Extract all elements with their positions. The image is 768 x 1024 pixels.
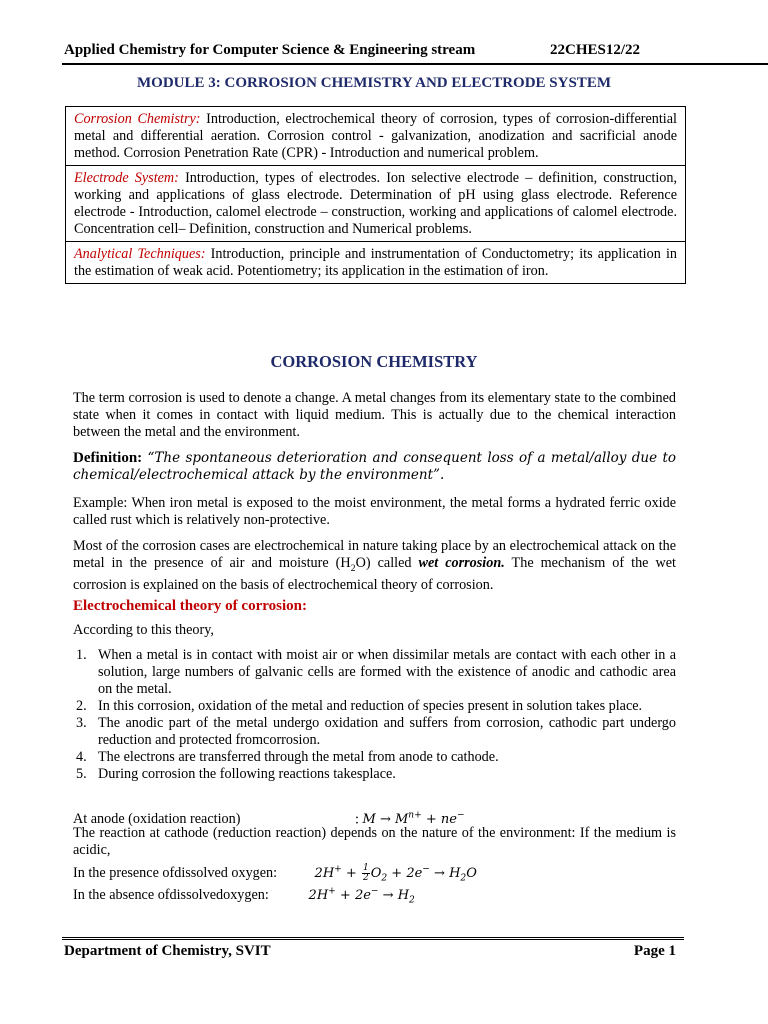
footer-page-number: Page 1 — [633, 943, 676, 959]
list-item — [73, 647, 676, 698]
oxygen-absent-equation: $2H^+ + 2e^- \to H_2$ — [308, 887, 415, 906]
list-text: In this corrosion, oxidation of the metal and reduction of species present in solution takes place. — [98, 698, 643, 714]
list-number: 5. — [76, 766, 87, 782]
syllabus-heading: Analytical Techniques: — [74, 246, 206, 262]
syllabus-text: Introduction, electrochemical theory of corrosion, types of corrosion-differential metal and differential aeration. Corrosion control - galvanization, anodization and sacrificial anode method. Corrosion Penetration Rate (CPR) - Introduction and numerical problem. — [74, 111, 677, 161]
wet-text-middle: O) called — [355, 555, 419, 571]
wet-corrosion-paragraph — [73, 538, 676, 594]
header-title: Applied Chemistry for Computer Science & Engineering stream — [64, 42, 476, 58]
list-text: During corrosion the following reactions takesplace. — [98, 766, 396, 782]
list-item — [73, 749, 676, 766]
list-item — [73, 766, 676, 783]
definition-paragraph — [73, 450, 676, 484]
header-course-code: 22CHES12/22 — [549, 42, 640, 58]
syllabus-row-electrode — [66, 165, 685, 241]
list-text: The electrons are transferred through the metal from anode to cathode. — [98, 749, 499, 765]
syllabus-heading: Corrosion Chemistry: — [74, 111, 201, 127]
oxygen-present-label: In the presence ofdissolved oxygen: — [73, 865, 278, 882]
list-text: The anodic part of the metal undergo oxidation and suffers from corrosion, cathodic part undergo reduction and protected fromcorrosion. — [98, 715, 676, 748]
anode-colon: : — [355, 811, 359, 828]
syllabus-box — [65, 106, 686, 284]
syllabus-row-analytical — [66, 241, 685, 283]
example-paragraph: Example: When iron metal is exposed to the moist environment, the metal forms a hydrated ferric oxide called rust which is relatively non-protective. — [73, 495, 676, 528]
list-number: 3. — [76, 715, 87, 731]
list-item — [73, 698, 676, 715]
header-rule — [62, 63, 768, 65]
wet-text-end: The mechanism of the wet corrosion is explained on the basis of electrochemical theory of corrosion. — [73, 555, 676, 593]
page-footer — [64, 943, 676, 960]
oxygen-absent-label: In the absence ofdissolvedoxygen: — [73, 887, 269, 904]
wet-corrosion-term: wet corrosion. — [418, 555, 505, 571]
oxygen-present-equation: 2H+ + $\frac{1}{2}$ $O_2 + 2e^- \to H_2O$ — [314, 863, 477, 884]
anode-label: At anode (oxidation reaction) — [73, 811, 241, 828]
syllabus-heading: Electrode System: — [74, 170, 179, 186]
theory-intro: According to this theory, — [73, 622, 214, 638]
syllabus-text: Introduction, types of electrodes. Ion selective electrode – definition, construction, working and applications of glass electrode. Determination of pH using glass electrode. Reference electrode - Introduction, calomel electrode – construction, working and applications of calomel electrode. Concentration cell– Definition, construction and Numerical problems. — [74, 170, 677, 237]
page-header — [64, 42, 674, 59]
footer-department: Department of Chemistry, SVIT — [64, 943, 271, 959]
theory-heading: Electrochemical theory of corrosion: — [73, 598, 307, 614]
syllabus-text: Introduction, principle and instrumentation of Conductometry; its application in the estimation of weak acid. Potentiometry; its application in the estimation of iron. — [74, 246, 677, 279]
wet-text-start: Most of the corrosion cases are electrochemical in nature taking place by an electrochemical attack on the metal in the presence of air and moisture (H — [73, 538, 676, 571]
list-item — [73, 715, 676, 749]
definition-label: Definition: — [73, 450, 143, 466]
oxygen-absent-line — [73, 884, 415, 910]
anode-equation: $M \to M^{n+} + ne^-$ — [362, 811, 465, 828]
section-title: CORROSION CHEMISTRY — [270, 352, 478, 371]
syllabus-row-corrosion — [66, 107, 685, 165]
definition-text: “The spontaneous deterioration and consequent loss of a metal/alloy due to chemical/electrochemical attack by the environment”. — [73, 450, 676, 483]
module-title: MODULE 3: CORROSION CHEMISTRY AND ELECTRODE SYSTEM — [137, 75, 611, 91]
list-text: When a metal is in contact with moist air or when dissimilar metals are contact with each other in a solution, large numbers of galvanic cells are formed with the existence of anodic and cathodic area on the metal. — [98, 647, 676, 697]
list-number: 4. — [76, 749, 87, 765]
intro-paragraph: The term corrosion is used to denote a change. A metal changes from its elementary state to the combined state when it comes in contact with liquid medium. This is actually due to the chemical interaction between the metal and the environment. — [73, 390, 676, 440]
theory-points-list — [73, 647, 676, 783]
list-number: 1. — [76, 647, 87, 663]
cathode-paragraph: The reaction at cathode (reduction reaction) depends on the nature of the environment: If the medium is acidic, — [73, 825, 676, 858]
water-subscript: 2 — [350, 562, 356, 574]
footer-rule — [62, 937, 684, 940]
list-number: 2. — [76, 698, 87, 714]
